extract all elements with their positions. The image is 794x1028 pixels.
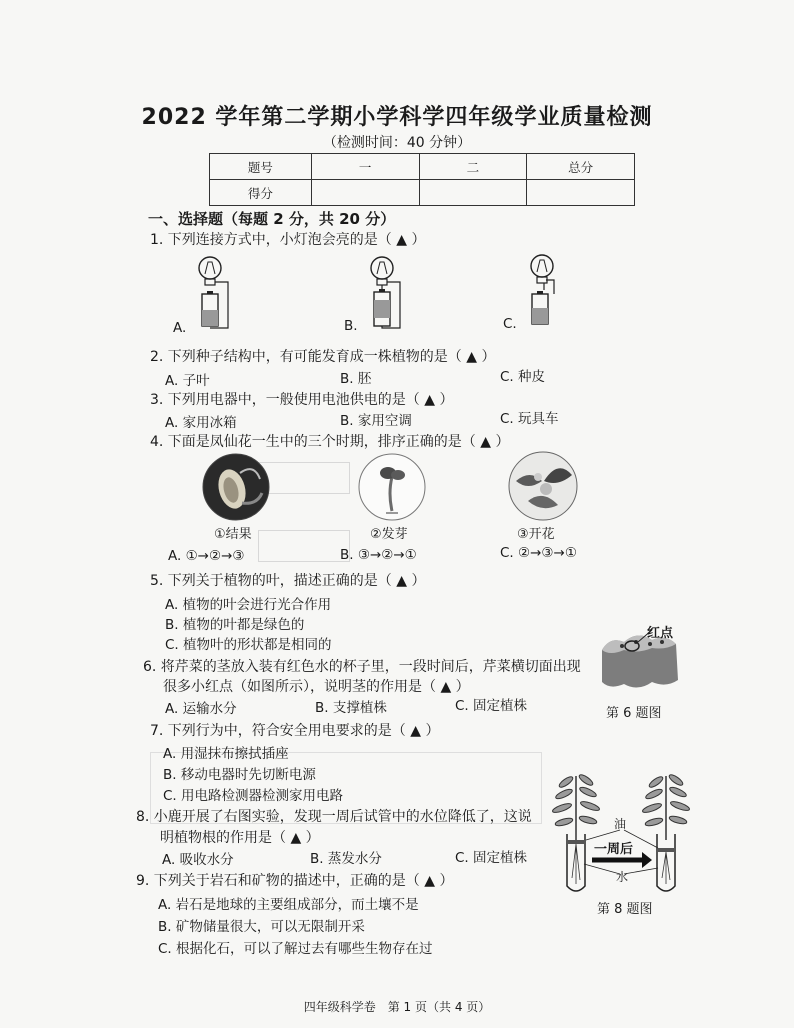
exam-duration: （检测时间：40 分钟） bbox=[322, 135, 472, 151]
figure-8-caption: 第 8 题图 bbox=[597, 902, 653, 917]
bleed-box bbox=[258, 530, 350, 562]
table-cell: 一 bbox=[311, 154, 419, 180]
question-7-option-a[interactable]: A. 用湿抹布擦拭插座 bbox=[163, 746, 289, 762]
question-3-option-b[interactable]: B. 家用空调 bbox=[340, 413, 412, 429]
table-cell: 题号 bbox=[210, 154, 312, 180]
sprout-photo bbox=[358, 453, 426, 521]
caption-flower: ③开花 bbox=[517, 527, 555, 542]
score-cell[interactable] bbox=[527, 180, 635, 206]
question-5-option-b[interactable]: B. 植物的叶都是绿色的 bbox=[165, 617, 305, 633]
red-dot-label: 红点 bbox=[647, 626, 674, 641]
question-6-stem-line1: 6. 将芹菜的茎放入装有红色水的杯子里，一段时间后，芹菜横切面出现 bbox=[143, 659, 581, 675]
question-5-option-a[interactable]: A. 植物的叶会进行光合作用 bbox=[165, 597, 332, 613]
circuit-a-figure bbox=[190, 252, 240, 332]
question-1-stem: 1. 下列连接方式中，小灯泡会亮的是（ ▲ ） bbox=[150, 232, 426, 248]
question-1-option-b[interactable]: B. bbox=[344, 318, 358, 334]
section-title: 一、选择题（每题 2 分，共 20 分） bbox=[148, 210, 396, 228]
question-7-option-b[interactable]: B. 移动电器时先切断电源 bbox=[163, 767, 316, 783]
question-9-option-c[interactable]: C. 根据化石，可以了解过去有哪些生物存在过 bbox=[158, 941, 433, 957]
seed-pod-photo bbox=[202, 453, 270, 521]
question-9-option-b[interactable]: B. 矿物储量很大，可以无限制开采 bbox=[158, 919, 365, 935]
question-6-option-c[interactable]: C. 固定植株 bbox=[455, 698, 528, 714]
question-2-stem: 2. 下列种子结构中，有可能发育成一株植物的是（ ▲ ） bbox=[150, 349, 496, 365]
question-5-option-c[interactable]: C. 植物叶的形状都是相同的 bbox=[165, 637, 332, 653]
question-9-stem: 9. 下列关于岩石和矿物的描述中，正确的是（ ▲ ） bbox=[136, 873, 454, 889]
figure-6-caption: 第 6 题图 bbox=[606, 706, 662, 721]
flower-photo bbox=[508, 451, 578, 521]
page-footer: 四年级科学卷 第 1 页（共 4 页） bbox=[303, 1000, 491, 1014]
score-cell[interactable] bbox=[311, 180, 419, 206]
question-6-option-a[interactable]: A. 运输水分 bbox=[165, 701, 237, 717]
question-6-stem-line2: 很多小红点（如图所示），说明茎的作用是（ ▲ ） bbox=[163, 679, 470, 695]
table-cell: 得分 bbox=[210, 180, 312, 206]
question-4-option-b[interactable]: B. ③→②→① bbox=[340, 547, 417, 563]
question-4-option-a[interactable]: A. ①→②→③ bbox=[168, 548, 245, 564]
caption-sprout: ②发芽 bbox=[370, 527, 408, 542]
question-4-stem: 4. 下面是凤仙花一生中的三个时期，排序正确的是（ ▲ ） bbox=[150, 434, 510, 450]
caption-fruit: ①结果 bbox=[214, 527, 252, 542]
question-8-option-c[interactable]: C. 固定植株 bbox=[455, 850, 528, 866]
circuit-c-figure bbox=[522, 250, 572, 330]
question-4-option-c[interactable]: C. ②→③→① bbox=[500, 545, 577, 561]
table-row bbox=[210, 154, 635, 180]
question-2-option-a[interactable]: A. 子叶 bbox=[165, 373, 210, 389]
score-table bbox=[209, 153, 635, 206]
question-7-stem: 7. 下列行为中，符合安全用电要求的是（ ▲ ） bbox=[150, 723, 440, 739]
page-title: 2022 学年第二学期小学科学四年级学业质量检测 bbox=[141, 105, 653, 130]
question-9-option-a[interactable]: A. 岩石是地球的主要组成部分，而土壤不是 bbox=[158, 897, 419, 913]
water-label: 水 bbox=[616, 870, 629, 884]
question-3-option-a[interactable]: A. 家用冰箱 bbox=[165, 415, 237, 431]
one-week-later-label: 一周后 bbox=[594, 842, 634, 857]
question-8-option-b[interactable]: B. 蒸发水分 bbox=[310, 851, 382, 867]
table-cell: 二 bbox=[419, 154, 527, 180]
question-6-option-b[interactable]: B. 支撑植株 bbox=[315, 700, 387, 716]
question-8-option-a[interactable]: A. 吸收水分 bbox=[162, 852, 234, 868]
question-7-option-c[interactable]: C. 用电路检测器检测家用电路 bbox=[163, 788, 344, 804]
question-5-stem: 5. 下列关于植物的叶，描述正确的是（ ▲ ） bbox=[150, 573, 426, 589]
table-cell: 总分 bbox=[527, 154, 635, 180]
question-3-stem: 3. 下列用电器中，一般使用电池供电的是（ ▲ ） bbox=[150, 392, 454, 408]
question-2-option-c[interactable]: C. 种皮 bbox=[500, 369, 546, 385]
table-row bbox=[210, 180, 635, 206]
oil-label: 油 bbox=[614, 817, 627, 831]
circuit-b-figure bbox=[362, 252, 412, 332]
bleed-box bbox=[258, 462, 350, 494]
question-8-stem-line1: 8. 小鹿开展了右图实验，发现一周后试管中的水位降低了，这说 bbox=[136, 809, 532, 825]
question-8-stem-line2: 明植物根的作用是（ ▲ ） bbox=[160, 830, 320, 846]
score-cell[interactable] bbox=[419, 180, 527, 206]
question-3-option-c[interactable]: C. 玩具车 bbox=[500, 411, 559, 427]
question-1-option-a[interactable]: A. bbox=[173, 320, 187, 336]
question-1-option-c[interactable]: C. bbox=[503, 316, 517, 332]
question-2-option-b[interactable]: B. 胚 bbox=[340, 371, 372, 387]
